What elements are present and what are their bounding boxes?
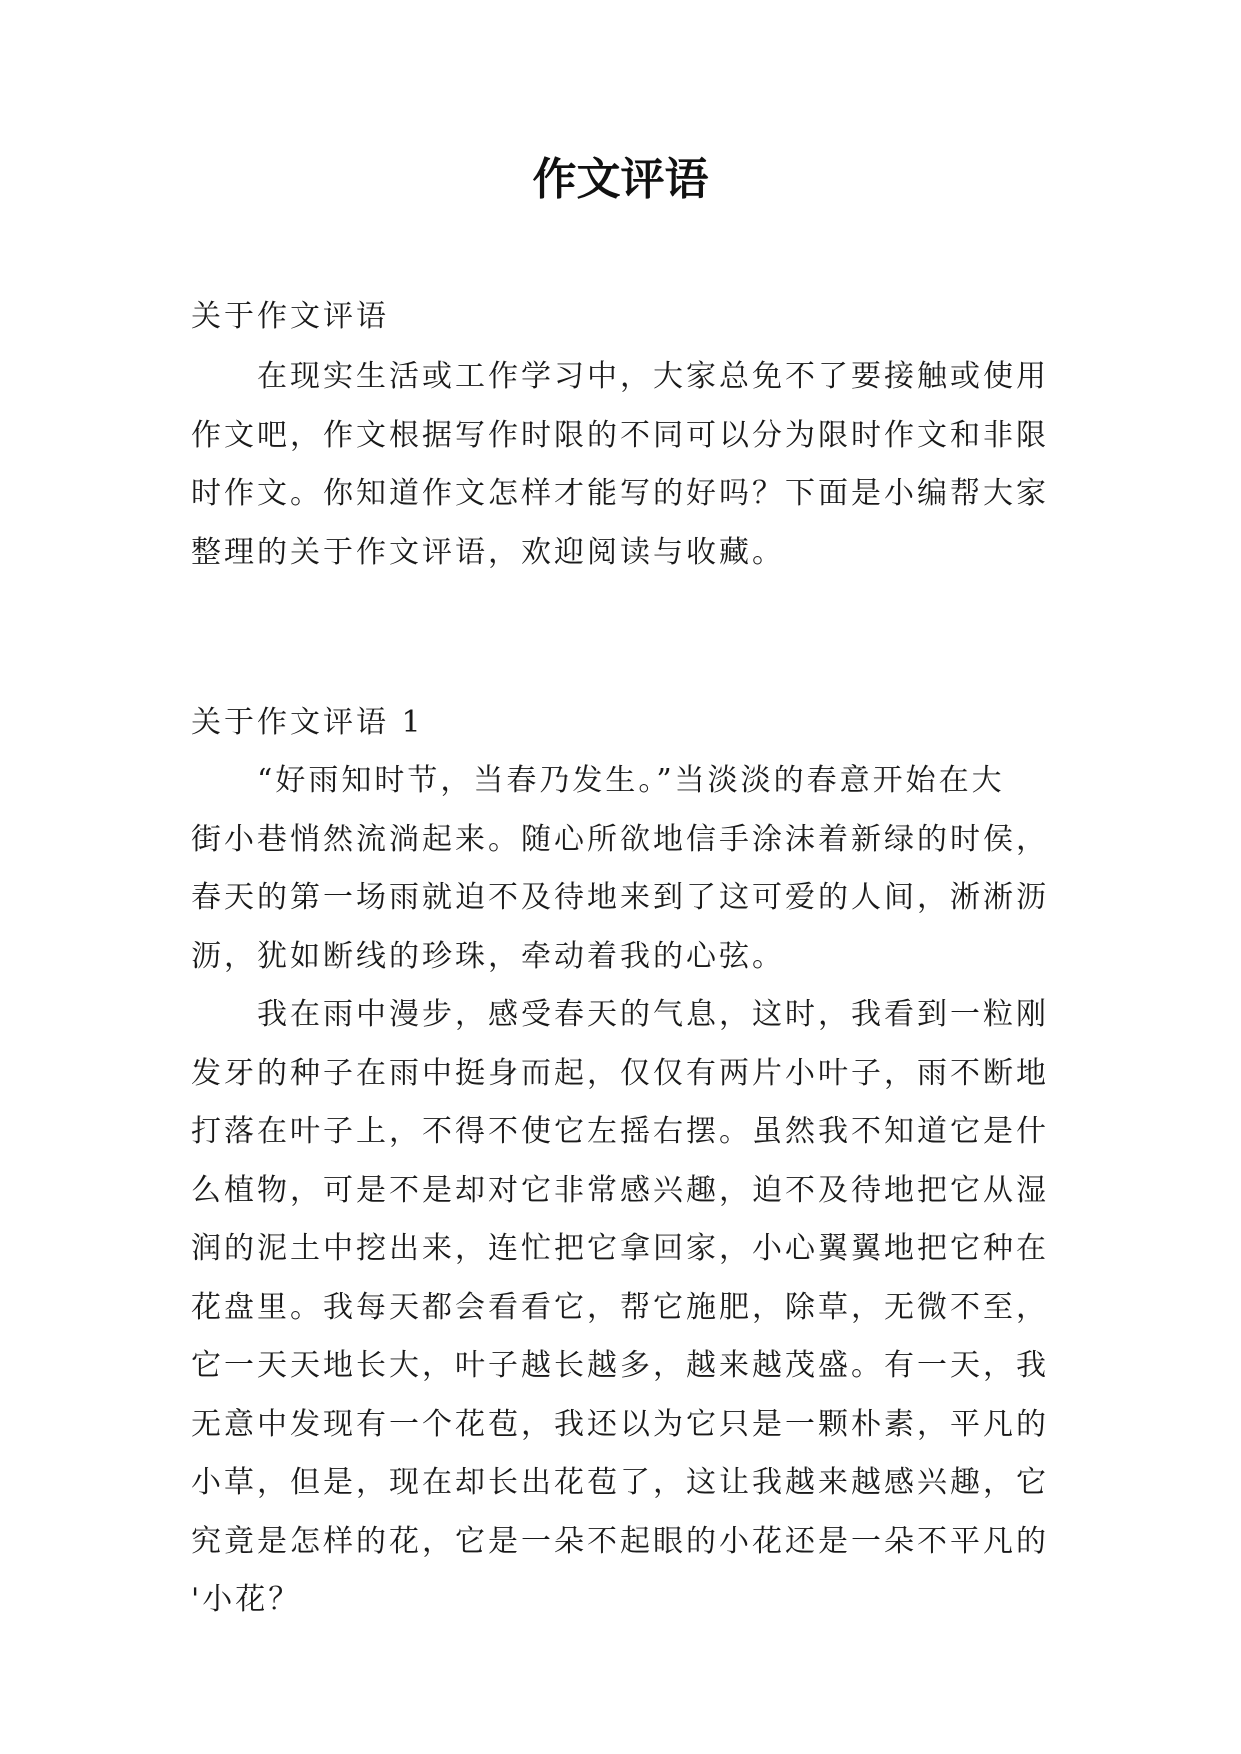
text-line: 春天的第一场雨就迫不及待地来到了这可爱的人间，淅淅沥 bbox=[191, 880, 1049, 915]
section-gap bbox=[191, 582, 1061, 694]
document-body bbox=[191, 288, 1061, 1630]
section-heading: 关于作文评语 1 bbox=[191, 705, 424, 740]
text-line: 街小巷悄然流淌起来。随心所欲地信手涂沫着新绿的时侯， bbox=[191, 821, 1049, 857]
section-paragraph bbox=[191, 986, 1061, 1630]
text-line: 在现实生活或工作学习中，大家总免不了要接触或使用 bbox=[257, 359, 1049, 394]
text-line: 我在雨中漫步，感受春天的气息，这时，我看到一粒刚 bbox=[257, 997, 1049, 1032]
text-line: 无意中发现有一个花苞，我还以为它只是一颗朴素，平凡的 bbox=[191, 1406, 1049, 1442]
text-line: 润的泥土中挖出来，连忙把它拿回家，小心翼翼地把它种在 bbox=[191, 1231, 1049, 1266]
intro-heading: 关于作文评语 bbox=[191, 299, 389, 334]
text-line: 打落在叶子上，不得不使它左摇右摆。虽然我不知道它是什 bbox=[191, 1114, 1049, 1149]
text-line: 它一天天地长大，叶子越长越多，越来越茂盛。有一天，我 bbox=[191, 1348, 1049, 1383]
text-line: 作文吧，作文根据写作时限的不同可以分为限时作文和非限 bbox=[191, 417, 1049, 453]
intro-paragraph bbox=[191, 348, 1061, 582]
text-line: 时作文。你知道作文怎样才能写的好吗？下面是小编帮大家 bbox=[191, 476, 1049, 511]
text-line: 究竟是怎样的花，它是一朵不起眼的小花还是一朵不平凡的 bbox=[191, 1523, 1049, 1559]
text-line: “好雨知时节，当春乃发生。”当淡淡的春意开始在大 bbox=[257, 763, 1005, 798]
text-line: 花盘里。我每天都会看看它，帮它施肥，除草，无微不至， bbox=[191, 1289, 1049, 1325]
text-line: '小花？ bbox=[191, 1582, 302, 1617]
text-line: 小草，但是，现在却长出花苞了，这让我越来越感兴趣，它 bbox=[191, 1465, 1049, 1500]
text-line: 发牙的种子在雨中挺身而起，仅仅有两片小叶子，雨不断地 bbox=[191, 1055, 1049, 1091]
text-line: 整理的关于作文评语，欢迎阅读与收藏。 bbox=[191, 534, 785, 570]
text-line: 沥，犹如断线的珍珠，牵动着我的心弦。 bbox=[191, 938, 785, 974]
document-title: 作文评语 bbox=[532, 154, 709, 205]
text-line: 么植物，可是不是却对它非常感兴趣，迫不及待地把它从湿 bbox=[191, 1172, 1049, 1208]
section-paragraph bbox=[191, 752, 1061, 986]
